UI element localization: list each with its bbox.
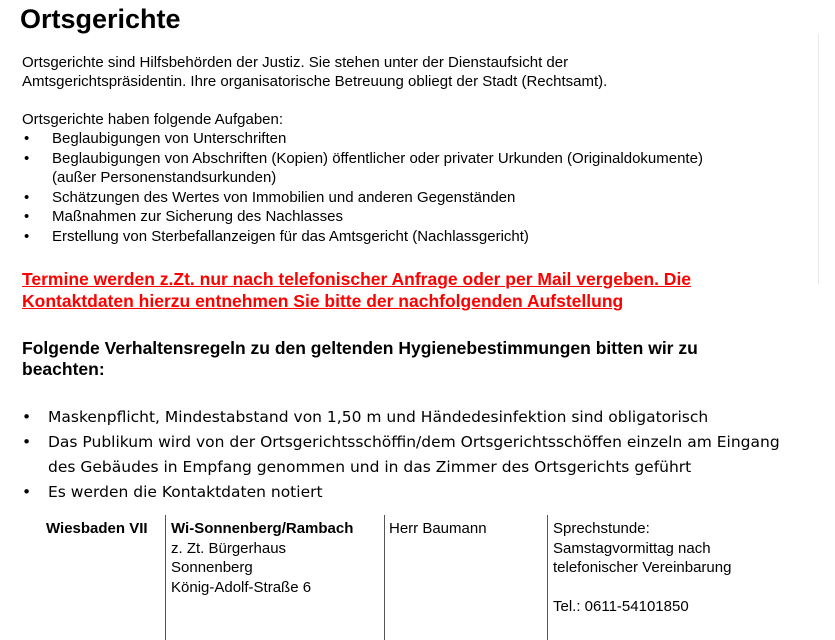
hours-cell [547,515,822,640]
bullet-icon: • [24,208,30,225]
bullet-icon: • [24,149,30,167]
rule-text: Maskenpflicht, Mindestabstand von 1,50 m und Händedesinfektion sind obligatorisch [48,408,709,426]
bullet-icon: • [22,483,32,501]
task-text: Schätzungen des Wertes von Immobilien und anderen Gegenständen [52,188,516,206]
list-item [22,149,812,188]
list-item [22,405,822,430]
spacer [553,578,822,597]
rules-heading-line: beachten: [22,359,105,379]
intro-paragraph [22,53,802,91]
location-detail: z. Zt. Bürgerhaus [171,539,287,557]
page-edge-divider [818,34,819,284]
notice-line: Kontaktdaten hierzu entnehmen Sie bitte der nachfolgenden Aufstellung [22,291,624,311]
intro-line: Amtsgerichtspräsidentin. Ihre organisatorische Betreuung obliegt der Stadt (Rechtsamt). [22,73,608,90]
phone-number: Tel.: 0611-54101850 [553,597,689,615]
task-text: (außer Personenstandsurkunden) [52,169,277,186]
location-address: König-Adolf-Straße 6 [171,578,312,596]
rule-text: Es werden die Kontaktdaten notiert [48,483,323,501]
contact-table [22,515,822,640]
bullet-icon: • [22,433,32,451]
list-item [22,480,822,505]
hours-line: Sprechstunde: [553,520,650,537]
tasks-list [22,129,812,246]
task-text: Erstellung von Sterbefallanzeigen für das Amtsgericht (Nachlassgericht) [52,227,529,245]
hygiene-rules-heading [22,338,802,380]
intro-line: Ortsgerichte sind Hilfsbehörden der Justiz. Sie stehen unter der Dienstaufsicht der [22,54,569,71]
notice-line: Termine werden z.Zt. nur nach telefonischer Anfrage oder per Mail vergeben. Die [22,269,692,289]
person-name: Herr Baumann [389,520,487,537]
bullet-icon: • [24,130,30,147]
bullet-icon: • [22,408,32,426]
task-text: Beglaubigungen von Unterschriften [52,130,287,147]
location-name: Wi-Sonnenberg/Rambach [171,520,354,537]
list-item [22,227,812,247]
location-detail: Sonnenberg [171,559,253,576]
rules-heading-line: Folgende Verhaltensregeln zu den geltenden Hygienebestimmungen bitten wir zu [22,338,698,358]
hours-line: telefonischer Vereinbarung [553,559,732,576]
rule-text: Das Publikum wird von der Ortsgerichtsschöffin/dem Ortsgerichtsschöffen einzeln am Eingang [48,433,780,451]
district-cell [22,515,165,640]
list-item [22,129,812,149]
hours-line: Samstagvormittag nach [553,539,711,557]
tasks-heading: Ortsgerichte haben folgende Aufgaben: [22,111,284,128]
location-cell [165,515,384,640]
list-item [22,207,812,227]
appointment-notice [22,268,802,312]
task-text: Beglaubigungen von Abschriften (Kopien) öffentlicher oder privater Urkunden (Originaldokumente) [52,149,703,167]
bullet-icon: • [24,227,30,245]
list-item [22,430,822,480]
bullet-icon: • [24,188,30,206]
task-text: Maßnahmen zur Sicherung des Nachlasses [52,208,343,225]
district-name: Wiesbaden VII [46,520,148,537]
rule-text: des Gebäudes in Empfang genommen und in das Zimmer des Ortsgerichts geführt [48,458,692,476]
hygiene-rules-list [22,405,822,505]
person-cell [384,515,547,640]
page-title: Ortsgerichte [20,4,181,34]
list-item [22,188,812,208]
